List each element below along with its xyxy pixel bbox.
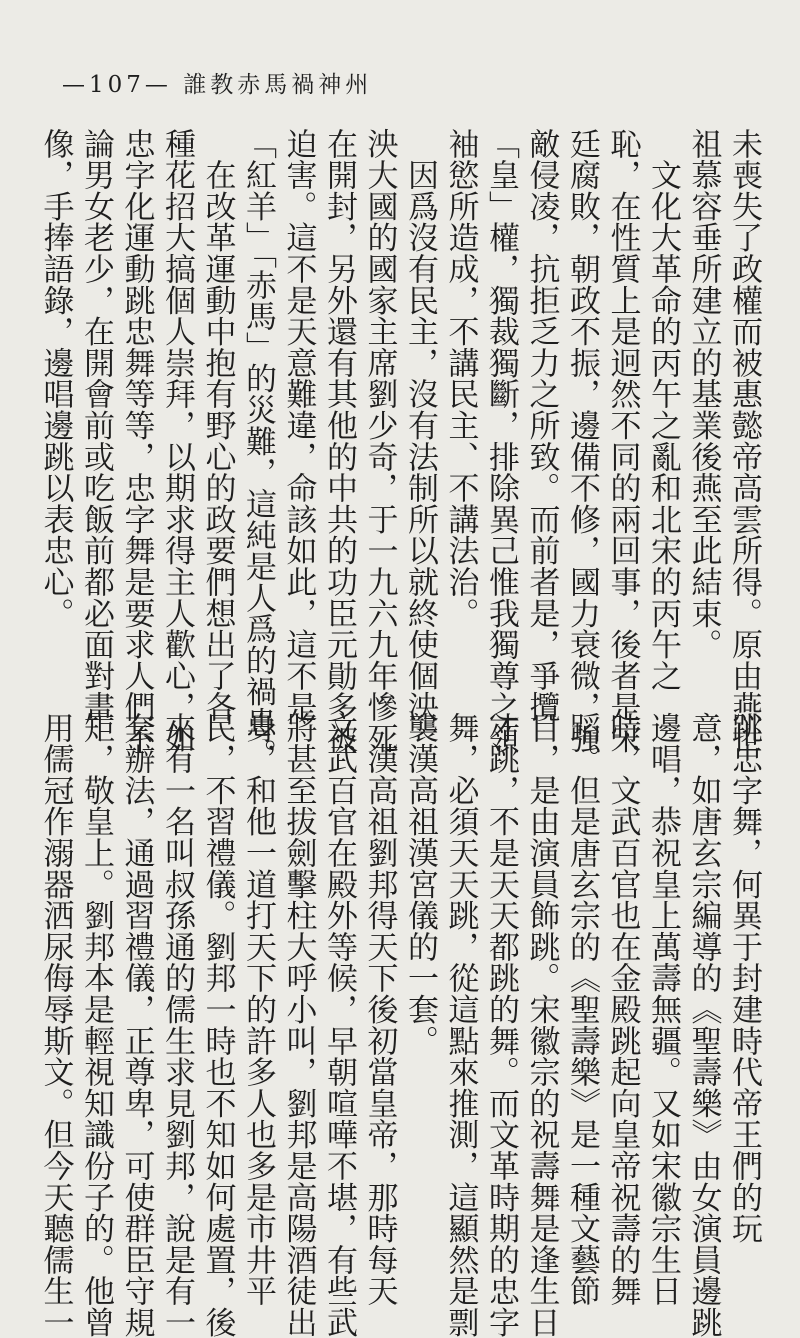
text-column: 邊唱，恭祝皇上萬壽無疆。又如宋徽宗生日 <box>645 712 681 1307</box>
text-column: 未喪失了政權而被惠懿帝高雲所得。原由燕世 <box>726 128 762 754</box>
text-column: 論男女老少，在開會前或吃飯前都必面對畫 <box>78 128 114 723</box>
text-column: 文化大革命的丙午之亂和北宋的丙午之 <box>645 128 681 692</box>
text-column: 在改革運動中抱有野心的政要們想出了各 <box>199 128 236 723</box>
text-column: 舞，必須天天跳，從這點來推測，這顯然是剽 <box>442 712 479 1338</box>
text-column: 「紅羊」「赤馬」的災難，這純是人爲的禍患。 <box>240 128 276 770</box>
text-column: 身，和他一道打天下的許多人也多是市井平 <box>240 712 276 1307</box>
text-column: 目，是由演員飾跳。宋徽宗的祝壽舞是逢生日 <box>523 712 560 1338</box>
text-column: 矩，敬皇上。劉邦本是輕視知識份子的。他曾 <box>78 712 114 1338</box>
text-column: 因爲沒有民主，沒有法制所以就終使個泱 <box>402 128 438 723</box>
text-column: 用儒冠作溺器洒尿侮辱斯文。但今天聽儒生一 <box>37 712 74 1338</box>
text-column: 跳忠字舞，何異于封建時代帝王們的玩 <box>726 712 762 1245</box>
text-column: 種花招大搞個人崇拜，以期求得主人歡心，如 <box>159 128 195 754</box>
text-column: 將甚至拔劍擊柱大呼小叫，劉邦是高陽酒徒出 <box>280 712 317 1338</box>
text-column: 敵侵凌，抗拒乏力之所致。而前者是，爭攬 <box>523 128 560 723</box>
text-column: 民，不習禮儀。劉邦一時也不知如何處置，後 <box>199 712 236 1338</box>
text-column: 廷腐敗，朝政不振，邊備不修，國力衰微，強 <box>564 128 600 754</box>
text-column: 時，文武百官也在金殿跳起向皇帝祝壽的舞 <box>604 712 641 1307</box>
top-text-block <box>37 128 764 770</box>
text-column: 在開封，另外還有其他的中共的功臣元勛多被 <box>321 128 357 754</box>
page-header: —107— 誰教赤馬禍神州 <box>62 72 373 98</box>
text-column: 才跳，不是天天都跳的舞。而文革時期的忠字 <box>483 712 519 1338</box>
text-column: 袖慾所造成，不講民主、不講法治。 <box>442 128 479 629</box>
text-column: 蹈。但是唐玄宗的《聖壽樂》是一種文藝節 <box>564 712 600 1307</box>
text-column: 像，手捧語錄，邊唱邊跳以表忠心。 <box>37 128 74 629</box>
bottom-text-block <box>37 712 764 1338</box>
text-column: 忠字化運動跳忠舞等等，忠字舞是要求人們不 <box>118 128 155 754</box>
text-column: 襲漢高祖漢宮儀的一套。 <box>402 712 438 1057</box>
text-column: 文武百官在殿外等候，早朝喧嘩不堪，有些武 <box>321 712 357 1338</box>
text-column: 「皇」權，獨裁獨斷，排除異己惟我獨尊之領 <box>483 128 519 754</box>
text-column: 祖慕容垂所建立的基業後燕至此結束。 <box>685 128 722 661</box>
text-column: 漢高祖劉邦得天下後初當皇帝，那時每天 <box>361 712 398 1307</box>
text-column: 迫害。這不是天意難違，命該如此，這不是 <box>280 128 317 723</box>
text-column: 恥，在性質上是迥然不同的兩回事，後者是宋 <box>604 128 641 754</box>
text-column: 來有一名叫叔孫通的儒生求見劉邦，說是有一 <box>159 712 195 1338</box>
text-column: 意，如唐玄宗編導的《聖壽樂》由女演員邊跳 <box>685 712 722 1338</box>
text-column: 泱大國的國家主席劉少奇，于一九六九年慘死 <box>361 128 398 754</box>
text-column: 套辦法，通過習禮儀，正尊卑，可使群臣守規 <box>118 712 155 1338</box>
